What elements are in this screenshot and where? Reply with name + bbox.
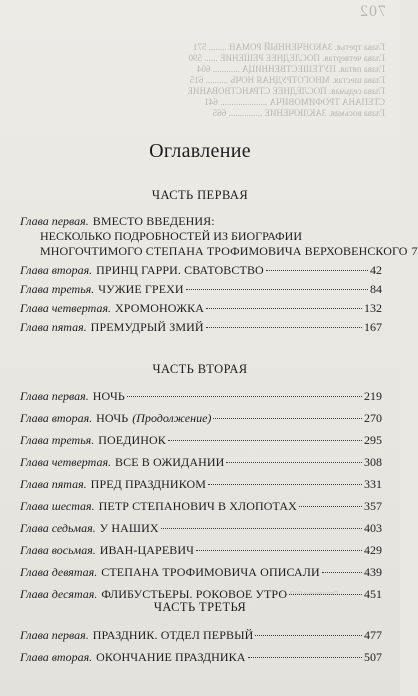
chapter-title: У НАШИХ xyxy=(99,521,159,535)
chapter-title: ПРАЗДНИК. ОТДЕЛ ПЕРВЫЙ xyxy=(92,628,254,642)
dot-leader xyxy=(127,396,362,397)
chapter-label: Глава первая. xyxy=(20,389,89,403)
page-number: 331 xyxy=(364,477,382,491)
page-number: 429 xyxy=(364,543,382,557)
dot-leader xyxy=(266,270,368,271)
chapter-label: Глава девятая. xyxy=(20,565,98,579)
toc-part-2 xyxy=(20,389,382,602)
page-number: 439 xyxy=(364,565,382,579)
chapter-label: Глава четвертая. xyxy=(20,301,112,315)
dot-leader xyxy=(322,572,362,573)
page-number: 7 xyxy=(411,244,418,258)
toc-entry xyxy=(20,521,382,536)
chapter-label: Глава третья. xyxy=(20,433,95,447)
toc-entry xyxy=(20,543,382,558)
page-number: 357 xyxy=(364,499,382,513)
chapter-title: ФЛИБУСТЬЕРЫ. РОКОВОЕ УТРО xyxy=(101,587,288,601)
dot-leader xyxy=(196,550,362,551)
toc-entry-last-line xyxy=(20,244,418,259)
page-number: 132 xyxy=(364,301,382,315)
dot-leader xyxy=(206,308,362,309)
dot-leader xyxy=(289,594,362,595)
bleed-page-number: 702 xyxy=(359,3,386,20)
chapter-title: НОЧЬ xyxy=(92,389,125,403)
dot-leader xyxy=(255,635,362,636)
chapter-title: ВМЕСТО ВВЕДЕНИЯ: xyxy=(92,214,215,228)
chapter-title-continued: НЕСКОЛЬКО ПОДРОБНОСТЕЙ ИЗ БИОГРАФИИ xyxy=(40,229,302,243)
chapter-title: ОКОНЧАНИЕ ПРАЗДНИКА xyxy=(96,650,246,664)
page-number: 167 xyxy=(364,320,382,334)
bleed-line: Глава шестая. МНОГОТРУДНАЯ НОЧЬ .......... 615 xyxy=(189,75,385,85)
dot-leader xyxy=(161,528,362,529)
chapter-title: ПЕТР СТЕПАНОВИЧ В ХЛОПОТАХ xyxy=(98,499,297,513)
dot-leader xyxy=(186,289,368,290)
chapter-title: ПРЕМУДРЫЙ ЗМИЙ xyxy=(90,320,204,334)
chapter-label: Глава восьмая. xyxy=(20,543,96,557)
dot-leader xyxy=(226,462,362,463)
dot-leader xyxy=(248,657,362,658)
chapter-label: Глава четвертая. xyxy=(20,455,112,469)
bleed-line: Глава восьмая. ЗАКЛЮЧЕНИЕ ............... 665 xyxy=(212,108,385,118)
chapter-title: ИВАН-ЦАРЕВИЧ xyxy=(99,543,195,557)
page-number: 42 xyxy=(370,263,382,277)
chapter-label: Глава пятая. xyxy=(20,320,87,334)
dot-leader xyxy=(299,506,362,507)
chapter-title: СТЕПАНА ТРОФИМОВИЧА ОПИСАЛИ xyxy=(101,565,320,579)
bleed-stamp: Отпечатано в ОАО ... г. ... xyxy=(273,591,338,597)
toc-part-1 xyxy=(20,214,418,335)
dot-leader xyxy=(168,440,362,441)
chapter-label: Глава вторая. xyxy=(20,263,93,277)
chapter-title-continued: МНОГОЧТИМОГО СТЕПАНА ТРОФИМОВИЧА ВЕРХОВЕНСКОГО xyxy=(40,244,408,258)
part-title: ЧАСТЬ ПЕРВАЯ xyxy=(151,188,249,202)
chapter-label: Глава третья. xyxy=(20,282,95,296)
toc-entry xyxy=(20,389,382,404)
toc-entry xyxy=(20,477,382,492)
toc-entry xyxy=(20,565,382,580)
chapter-label: Глава седьмая. xyxy=(20,521,96,535)
chapter-label: Глава первая. xyxy=(20,214,89,228)
toc-heading: Оглавление xyxy=(149,140,251,162)
dot-leader xyxy=(213,418,362,419)
part-title: ЧАСТЬ ВТОРАЯ xyxy=(152,362,248,376)
page-number: 477 xyxy=(364,628,382,642)
chapter-label: Глава вторая. xyxy=(20,650,93,664)
page-number: 295 xyxy=(364,433,382,447)
page-number: 403 xyxy=(364,521,382,535)
page-number: 507 xyxy=(364,650,382,664)
toc-entry xyxy=(20,433,382,448)
chapter-title: ВСЕ В ОЖИДАНИИ xyxy=(115,455,225,469)
chapter-title: ПРЕД ПРАЗДНИКОМ xyxy=(90,477,207,491)
toc-part-3 xyxy=(20,628,382,665)
toc-entry xyxy=(20,411,382,426)
toc-entry xyxy=(20,263,382,278)
toc-entry xyxy=(20,320,382,335)
chapter-label: Глава вторая. xyxy=(20,411,93,425)
page-number: 219 xyxy=(364,389,382,403)
bleed-line: СТЕПАНА ТРОФИМОВИЧА ..................... 641 xyxy=(204,97,385,107)
chapter-title: ХРОМОНОЖКА xyxy=(115,301,204,315)
toc-entry xyxy=(20,650,382,665)
chapter-title: ПРИНЦ ГАРРИ. СВАТОВСТВО xyxy=(96,263,264,277)
dot-leader xyxy=(208,484,362,485)
chapter-label: Глава пятая. xyxy=(20,477,87,491)
page-number: 84 xyxy=(370,282,382,296)
toc-entry xyxy=(20,455,382,470)
bleed-text xyxy=(187,42,385,119)
bleed-line: Глава третья. ЗАКОНЧЕННЫЙ РОМАН ........ 571 xyxy=(193,42,385,52)
toc-entry xyxy=(20,301,382,316)
bleed-line: Глава четвертая. ПОСЛЕДНЕЕ РЕШЕНИЕ ...... 590 xyxy=(188,53,385,63)
chapter-label: Глава первая. xyxy=(20,628,89,642)
chapter-title-note: (Продолжение) xyxy=(132,411,212,425)
dot-leader xyxy=(206,327,362,328)
toc-entry xyxy=(20,282,382,297)
chapter-label: Глава десятая. xyxy=(20,587,98,601)
chapter-title: ПОЕДИНОК xyxy=(98,433,166,447)
toc-entry xyxy=(20,628,382,643)
chapter-title: ЧУЖИЕ ГРЕХИ xyxy=(98,282,184,296)
page-number: 270 xyxy=(364,411,382,425)
bleed-line: Глава седьмая. ПОСЛЕДНЕЕ СТРАНСТВОВАНИЕ xyxy=(187,86,385,96)
toc-entry xyxy=(20,214,382,229)
page-number: 308 xyxy=(364,455,382,469)
chapter-label: Глава шестая. xyxy=(20,499,95,513)
part-title: ЧАСТЬ ТРЕТЬЯ xyxy=(153,600,247,614)
toc-entry xyxy=(20,499,382,514)
bleed-line: Глава пятая. ПУТЕШЕСТВЕННИЦА ............ 604 xyxy=(197,64,385,74)
chapter-title: НОЧЬ xyxy=(96,411,129,425)
page-number: 451 xyxy=(364,587,382,601)
